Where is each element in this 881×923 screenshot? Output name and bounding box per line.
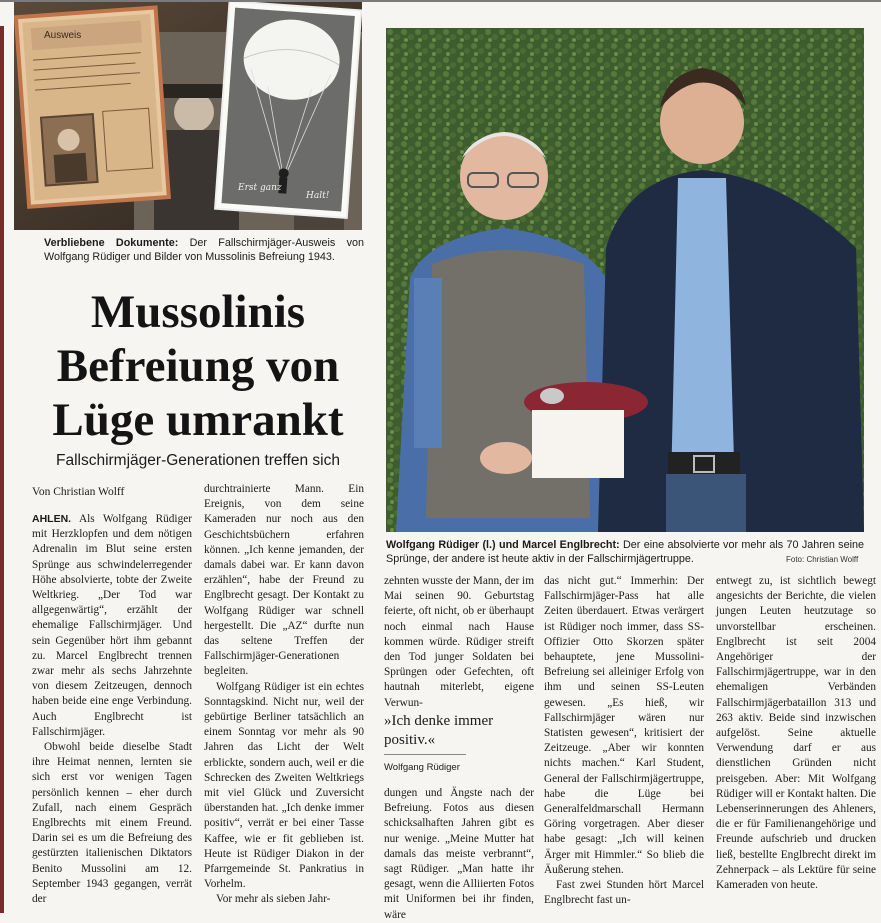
documents-caption (44, 236, 364, 264)
photo-credit: Foto: Christian Wolff (786, 555, 859, 564)
col2-paragraph-3: Vor mehr als sieben Jahr- (216, 893, 331, 906)
col4-paragraph-1: das nicht gut.“ Immerhin: Der Fallschirmjäger-Pass hat alle Zeiten überdauert. Etwas verärgert ist Rüdiger noch immer, dass SS-Offizier Otto Skorzen später behauptete, jene Mussolini-Befreiung sei alleiniger Erfolg von ihm und seinen SS-Leuten gewesen. „Es hieß, wir Fallschirmjäger wären nur Statisten gewesen“, kritisiert der Zeitzeuge. „Aber wir konnten nichts machen.“ Karl Student, General der Fallschirmjägertruppe, habe die Lüge bei Generalfeldmarschall Hermann Göring vorgetragen. Aber dieser habe gesagt: „Ich will keinen Ärger mit Himmler.“ So blieb die Äußerung stehen. (544, 575, 704, 876)
documents-photo (14, 2, 362, 230)
documents-caption-lead: Verbliebene Dokumente: (44, 237, 179, 249)
portrait-caption-lead: Wolfgang Rüdiger (l.) und Marcel Englbrecht: (386, 539, 620, 551)
portrait-caption-text: Der eine absolvierte vor mehr als 70 Jahren seine Sprünge, der andere ist heute aktiv in der Fallschirmjägertruppe. (386, 539, 864, 565)
subheadline: Fallschirmjäger-Generationen treffen sich (55, 452, 340, 469)
col3-paragraph-2: dungen und Ängste nach der Befreiung. Fotos aus diesen schicksalhaften Jahren gibt es nur wenige. „Meine Mutter hat damals das meiste verbrannt“, sagt Rüdiger. „Man hatte ihr gesagt, wenn die Alliierten Fotos mit Uniformen bei ihr finden, wäre (384, 787, 534, 921)
id-card-text: Ausweis (44, 30, 82, 41)
headline-line-1: Mussolinis (90, 286, 306, 338)
portrait-photo-drawing (386, 28, 864, 532)
article-column-5 (716, 574, 876, 893)
dateline: AHLEN. (32, 513, 72, 525)
article-column-3b (384, 786, 534, 923)
pull-quote-source: Wolfgang Rüdiger (384, 754, 466, 777)
col2-paragraph-2: Wolfgang Rüdiger ist ein echtes Sonntagskind. Nicht nur, weil der gebürtige Berliner tatsächlich an einem Sonntag vor mehr als 90 Jahren das Licht der Welt erblickte, sondern auch, weil er die Schrecken des Zweiten Weltkriegs mit viel Glück und Zuversicht überstanden hat. „Ich denke immer positiv“, verrät er bei einer Tasse Kaffee, wie er fit geblieben ist. Heute ist Rüdiger Diakon in der Pfarrgemeinde St. Pankratius in Vorhelm. (204, 680, 364, 891)
headline-line-3: Lüge umrankt (52, 394, 344, 446)
documents-caption-text: Der Fallschirmjäger-Ausweis von Wolfgang Rüdiger und Bilder von Mussolinis Befreiung 1943. (44, 237, 364, 263)
headline (20, 285, 376, 447)
documents-photo-drawing (14, 2, 362, 230)
article-column-4 (544, 574, 704, 908)
col1-paragraph-1: AHLEN. Als Wolfgang Rüdiger mit Herzklopfen und dem nötigen Adrenalin im Blut seine ersten Sprünge aus schwindelerregender Höhe absolvierte, tobte der Zweite Weltkrieg. „Der Tod war allgegenwärtig“, erzählt der ehemalige Fallschirmjäger. Und sein Gegenüber hört ihm gebannt zu. Marcel Englbrecht trennen zwar mehr als sechs Jahrzehnte von diesem Zeitzeugen, dennoch haben beide eine enge Verbindung. Auch Englbrecht ist Fallschirmjäger. (32, 513, 192, 738)
portrait-photo (386, 28, 864, 532)
pull-quote (384, 712, 510, 777)
col5-paragraph-1: entwegt zu, ist sichtlich bewegt angesichts der Berichte, die vielen jungen Leuten heutzutage so unvorstellbar erscheinen. Englbrecht ist seit 2004 Angehöriger der Fallschirmjägertruppe, war in den ehemaligen Verbänden Fallschirmjägerbataillon 313 und 263 aktiv. Beide sind inzwischen aufgelöst. Seine aktuelle Verwendung darf er aus dienstlichen Gründen nicht preisgeben. Aber: Mit Wolfgang Rüdiger will er Kontakt halten. Die Lebenserinnerungen des Ahleners, die er für Familienangehörige und Freunde aufschrieb und drucken ließ, bestellte Englbrecht direkt im Zehnerpack – als Lektüre für seine Kameraden von heute. (716, 575, 876, 892)
col4-paragraph-2: Fast zwei Stunden hört Marcel Englbrecht fast un- (544, 879, 704, 907)
handwriting-right: Halt! (306, 191, 330, 201)
headline-line-2: Befreiung von (56, 340, 340, 392)
article-column-1 (32, 512, 192, 907)
left-accent-bar (0, 26, 4, 913)
col1-paragraph-2: Obwohl beide dieselbe Stadt ihre Heimat nennen, lernten sie sich erst vor wenigen Tagen persönlich kennen – eher durch Zufall, nach einem Gespräch Englbrechts mit einem Freund. Darin sei es um die Befreiung des gestürzten italienischen Diktators Benito Mussolini am 12. September 1943 gegangen, verrät der (32, 741, 192, 906)
col3-paragraph-1: zehnten wusste der Mann, der im Mai seinen 90. Geburtstag feierte, oft nicht, ob er überhaupt noch einmal nach Hause kommen würde. Rüdiger streift den Tod junger Soldaten bei Sprüngen oder Gefechten, oft hautnah miterlebt, eigene Verwun- (384, 575, 534, 709)
col2-paragraph-1: durchtrainierte Mann. Ein Ereignis, von dem seine Kameraden nur noch aus den Geschichtsbüchern erfahren können. „Ich kenne jemanden, der damals dabei war. Er kann davon erzählen“, habe der Freund zu Englbrecht gesagt. Der Kontakt zu Wolfgang Rüdiger war schnell hergestellt. Die „AZ“ durfte nun das seltene Treffen der Fallschirmjäger-Generationen begleiten. (204, 483, 364, 678)
handwriting-left: Erst ganz (238, 183, 282, 193)
article-column-3a (384, 574, 534, 711)
pull-quote-text: »Ich denke immer positiv.« (384, 713, 494, 748)
byline: Von Christian Wolff (32, 486, 125, 498)
article-column-2 (204, 482, 364, 908)
